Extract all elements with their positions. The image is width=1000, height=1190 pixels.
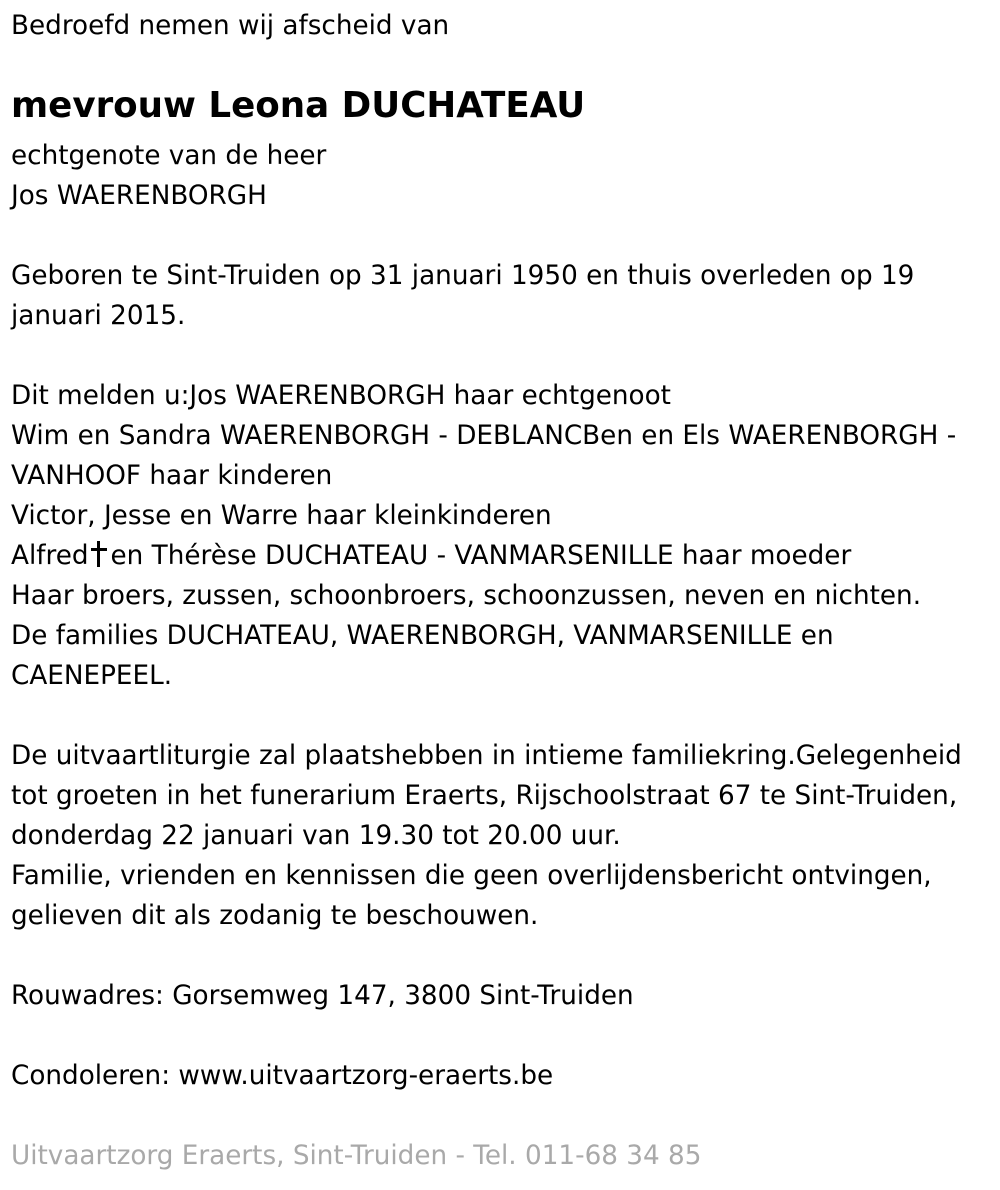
ceremony-line-4: Familie, vrienden en kennissen die geen overlijdensbericht ontvingen, bbox=[11, 861, 932, 891]
announcers-line-7: De families DUCHATEAU, WAERENBORGH, VANMARSENILLE en bbox=[11, 621, 834, 651]
announcers-line-5 bbox=[11, 536, 1000, 576]
ceremony-line-1: De uitvaartliturgie zal plaatshebben in intieme familiekring.Gelegenheid bbox=[11, 741, 962, 771]
announcers-line-2: Wim en Sandra WAERENBORGH - DEBLANCBen en Els WAERENBORGH - bbox=[11, 421, 957, 451]
deceased-name: mevrouw Leona DUCHATEAU bbox=[11, 85, 586, 126]
announcers-line-3: VANHOOF haar kinderen bbox=[11, 461, 333, 491]
announcers-line-1: Dit melden u:Jos WAERENBORGH haar echtgenoot bbox=[11, 381, 671, 411]
spacer bbox=[11, 336, 1000, 376]
ceremony-line-2: tot groeten in het funerarium Eraerts, Rijschoolstraat 67 te Sint-Truiden, bbox=[11, 781, 958, 811]
condolences-link[interactable]: Condoleren: www.uitvaartzorg-eraerts.be bbox=[11, 1061, 554, 1091]
spacer bbox=[11, 216, 1000, 256]
announcers-line-5-end: en Thérèse DUCHATEAU - VANMARSENILLE haar moeder bbox=[110, 541, 852, 571]
announcers-line-4: Victor, Jesse en Warre haar kleinkinderen bbox=[11, 501, 552, 531]
deceased-spouse: Jos WAERENBORGH bbox=[11, 181, 267, 211]
announcers-line-5-start: Alfred bbox=[11, 541, 89, 571]
intro-text: Bedroefd nemen wij afscheid van bbox=[11, 11, 450, 41]
spacer bbox=[11, 936, 1000, 976]
ceremony-line-3: donderdag 22 januari van 19.30 tot 20.00 uur. bbox=[11, 821, 621, 851]
spacer bbox=[11, 696, 1000, 736]
deceased-relation: echtgenote van de heer bbox=[11, 141, 327, 171]
cross-icon bbox=[91, 541, 107, 567]
birth-death-line-1: Geboren te Sint-Truiden op 31 januari 1950 en thuis overleden op 19 bbox=[11, 261, 915, 291]
spacer bbox=[11, 1016, 1000, 1056]
mourning-address: Rouwadres: Gorsemweg 147, 3800 Sint-Truiden bbox=[11, 981, 634, 1011]
spacer bbox=[11, 1096, 1000, 1136]
announcers-line-8: CAENEPEEL. bbox=[11, 661, 173, 691]
announcers-line-6: Haar broers, zussen, schoonbroers, schoonzussen, neven en nichten. bbox=[11, 581, 922, 611]
funeral-home-footer: Uitvaartzorg Eraerts, Sint-Truiden - Tel. 011-68 34 85 bbox=[11, 1141, 702, 1171]
ceremony-line-5: gelieven dit als zodanig te beschouwen. bbox=[11, 901, 539, 931]
birth-death-line-2: januari 2015. bbox=[11, 301, 186, 331]
